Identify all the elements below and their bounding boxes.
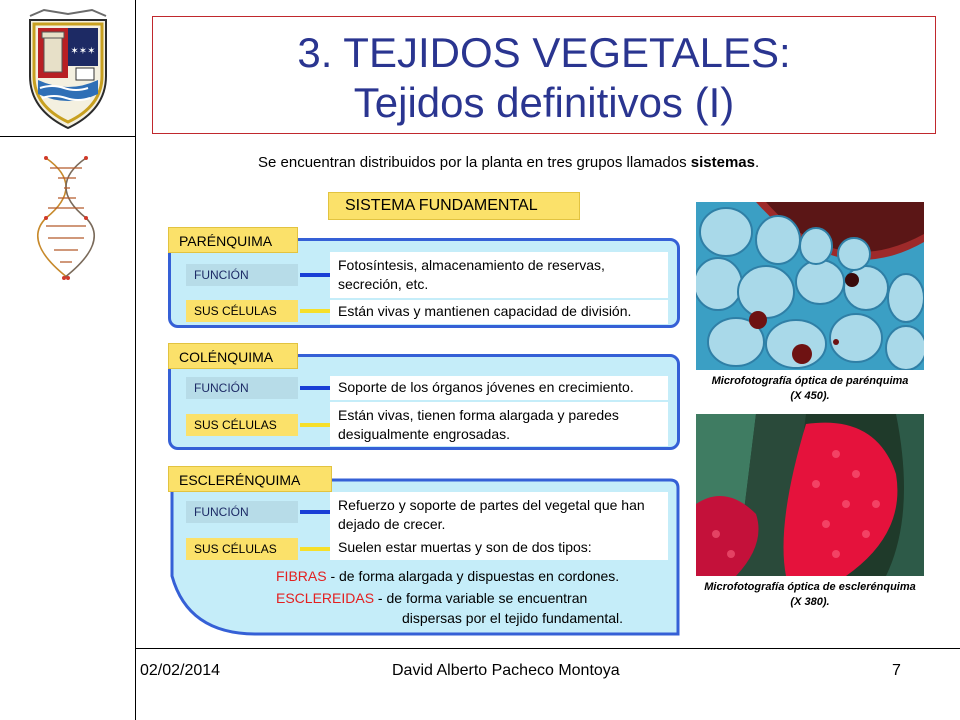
esclerenquima-tag: ESCLERÉNQUIMA [168, 466, 332, 492]
footer-date: 02/02/2014 [140, 662, 221, 679]
parenquima-caption-l1: Microfotografía óptica de parénquima [711, 375, 909, 387]
esclerenquima-caption-l1: Microfotografía óptica de esclerénquima [704, 581, 916, 593]
esclereidas-line: ESCLEREIDAS - de forma variable se encuentran [276, 590, 588, 606]
parenquima-micrograph [696, 202, 924, 370]
esclerenquima-micrograph [696, 414, 924, 576]
left-divider-vertical [135, 0, 136, 720]
esclerenquima-function-connector [300, 510, 330, 514]
svg-text:✶✶✶: ✶✶✶ [70, 46, 96, 57]
parenquima-cells-connector [300, 309, 330, 313]
system-title-tag: SISTEMA FUNDAMENTAL [328, 192, 580, 220]
esclerenquima-cells-connector [300, 547, 330, 551]
parenquima-cells-label: SUS CÉLULAS [186, 300, 298, 322]
logo-divider-horizontal [0, 136, 135, 137]
colenquima-cells-text: Están vivas, tienen forma alargada y paredes desigualmente engrosadas. [330, 402, 668, 446]
parenquima-function-label: FUNCIÓN [186, 264, 298, 286]
colenquima-tag: COLÉNQUIMA [168, 343, 298, 369]
esclereidas-line2: dispersas por el tejido fundamental. [402, 610, 624, 626]
slide-title-box [152, 16, 936, 134]
footer-divider-horizontal [135, 648, 960, 649]
colenquima-function-label: FUNCIÓN [186, 377, 298, 399]
esclereidas-term: ESCLEREIDAS [276, 590, 375, 606]
tissue-system-figure [168, 140, 928, 638]
slide-title-line2: Tejidos definitivos (I) [353, 79, 735, 126]
fibras-line: FIBRAS - de forma alargada y dispuestas en cordones. [276, 568, 620, 584]
esclerenquima-caption-l2: (X 380). [790, 596, 830, 608]
footer-author: David Alberto Pacheco Montoya [392, 662, 620, 679]
parenquima-function-text: Fotosíntesis, almacenamiento de reservas, secreción, etc. [330, 252, 668, 298]
slide-title-line1: 3. TEJIDOS VEGETALES: [297, 29, 791, 76]
colenquima-cells-label: SUS CÉLULAS [186, 414, 298, 436]
esclerenquima-cells-label: SUS CÉLULAS [186, 538, 298, 560]
esclerenquima-cells-text: Suelen estar muertas y son de dos tipos: [330, 536, 668, 560]
dna-molecule-icon [24, 154, 108, 282]
parenquima-function-connector [300, 273, 330, 277]
parenquima-caption-l2: (X 450). [790, 390, 830, 402]
fibras-term: FIBRAS [276, 568, 327, 584]
colenquima-cells-connector [300, 423, 330, 427]
intro-text: Se encuentran distribuidos por la planta en tres grupos llamados sistemas. [258, 154, 760, 171]
parenquima-cells-text: Están vivas y mantienen capacidad de división. [330, 300, 668, 324]
footer-page-number: 7 [892, 662, 901, 679]
colenquima-function-connector [300, 386, 330, 390]
parenquima-tag: PARÉNQUIMA [168, 227, 298, 253]
esclerenquima-function-text: Refuerzo y soporte de partes del vegetal que han dejado de crecer. [330, 492, 668, 536]
intro-bold-term: sistemas [690, 154, 755, 171]
colenquima-function-text: Soporte de los órganos jóvenes en crecimiento. [330, 376, 668, 400]
esclerenquima-function-label: FUNCIÓN [186, 501, 298, 523]
institution-crest-logo [24, 6, 112, 132]
